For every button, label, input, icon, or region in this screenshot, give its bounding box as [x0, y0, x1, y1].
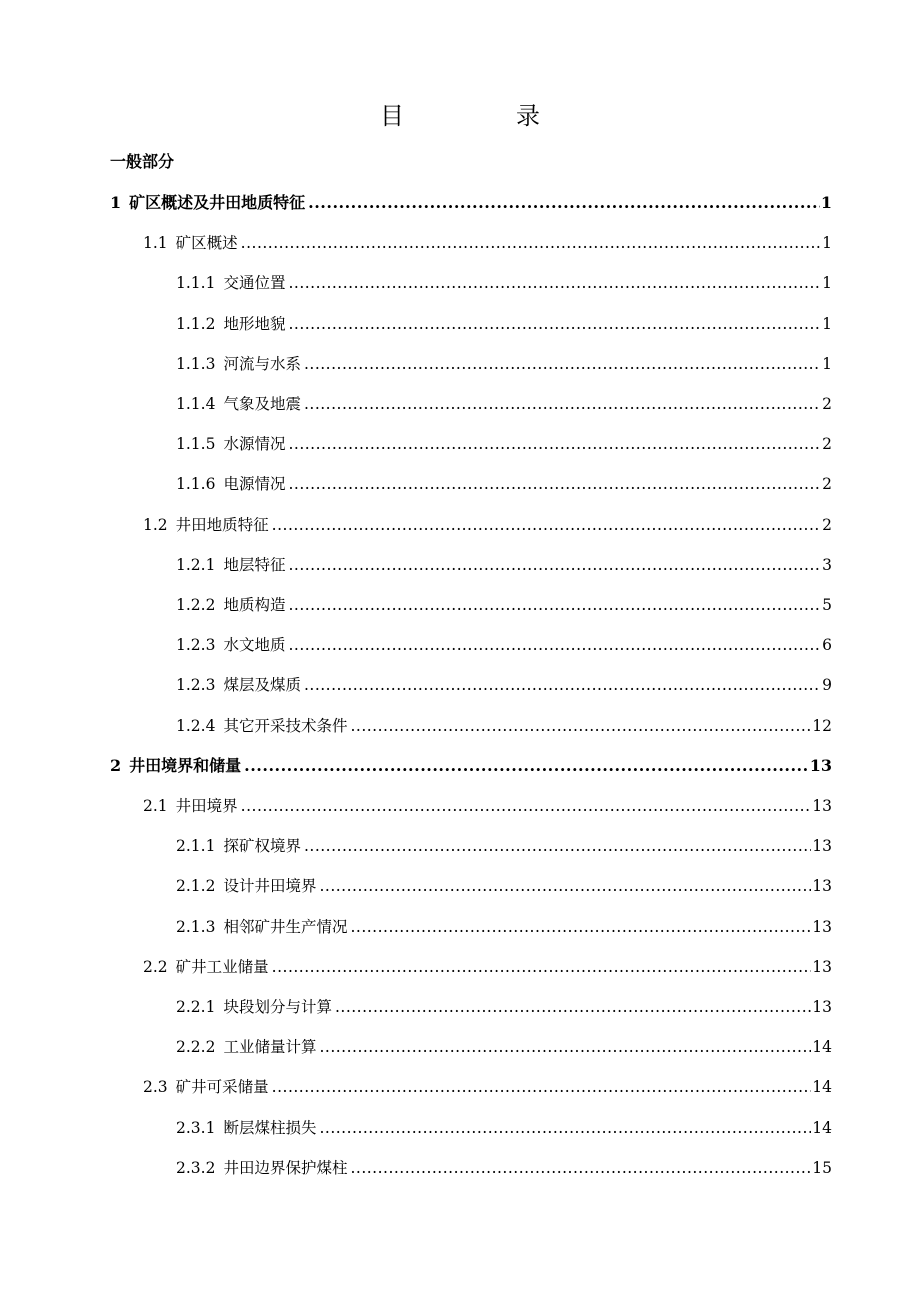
toc-entry-title: 井田境界	[175, 797, 238, 815]
toc-entry-title: 矿井可采储量	[175, 1078, 269, 1097]
toc-dot-leader	[350, 1154, 811, 1182]
toc-entry-number: 2.1.1	[176, 837, 216, 856]
toc-dot-leader	[288, 310, 821, 338]
toc-dot-leader	[241, 792, 812, 820]
toc-entry-number: 2.2	[143, 957, 168, 976]
toc-entry-number: 1.2.3	[176, 676, 216, 695]
toc-entry-page: 14	[812, 1038, 832, 1057]
toc-entry-number: 1.1.6	[176, 475, 216, 494]
toc-entry-number: 1.1.1	[176, 274, 216, 293]
toc-entry[interactable]	[176, 310, 832, 338]
toc-entry-title: 相邻矿井生产情况	[223, 917, 348, 936]
toc-entry-title: 地质构造	[223, 596, 286, 614]
toc-entry[interactable]	[110, 189, 832, 217]
toc-dot-leader	[288, 269, 821, 297]
toc-entry-title: 矿井工业储量	[175, 957, 269, 976]
toc-entry-page: 15	[812, 1158, 832, 1177]
toc-entry[interactable]	[176, 631, 832, 659]
toc-entry[interactable]	[176, 712, 832, 740]
toc-entry[interactable]	[176, 591, 832, 619]
toc-entry-number: 1.1.3	[176, 354, 216, 373]
toc-entry-title: 地层特征	[223, 555, 286, 574]
toc-dot-leader	[308, 189, 820, 217]
toc-entry-page: 13	[812, 797, 832, 815]
toc-dot-leader	[288, 430, 821, 458]
toc-dot-leader	[241, 229, 821, 257]
toc-entry-page: 13	[809, 755, 832, 775]
toc-entry-title: 水源情况	[223, 435, 286, 454]
toc-entry-number: 1.2.3	[176, 636, 216, 655]
toc-entry-page: 14	[812, 1118, 832, 1137]
toc-entry-title: 气象及地震	[223, 395, 301, 413]
toc-entry[interactable]	[176, 269, 832, 297]
toc-entry-page: 1	[822, 354, 832, 373]
toc-entry-page: 2	[822, 395, 832, 413]
toc-entry[interactable]	[176, 470, 832, 498]
toc-dot-leader	[272, 1073, 812, 1101]
toc-dot-leader	[288, 631, 821, 659]
toc-entry-number: 1	[110, 193, 122, 212]
toc-entry-page: 13	[812, 837, 832, 856]
toc-entry-page: 2	[822, 475, 832, 494]
toc-dot-leader	[288, 551, 821, 579]
toc-entry-page: 13	[812, 877, 832, 896]
toc-entry[interactable]	[176, 872, 832, 900]
toc-entry-title: 煤层及煤质	[223, 676, 301, 695]
toc-entry[interactable]	[143, 792, 832, 820]
toc-entry-page: 2	[822, 435, 832, 454]
toc-entry-number: 2.2.2	[176, 1038, 216, 1057]
toc-entry-page: 1	[820, 193, 832, 212]
toc-entry[interactable]	[176, 1154, 832, 1182]
toc-entry-page: 13	[812, 998, 832, 1016]
toc-entry-title: 块段划分与计算	[223, 998, 332, 1016]
toc-entry-number: 1.2.1	[176, 555, 216, 574]
toc-entry-number: 1.1.2	[176, 314, 216, 333]
toc-entry-page: 9	[822, 676, 832, 695]
toc-entry[interactable]	[110, 752, 832, 780]
toc-dot-leader	[304, 390, 821, 418]
toc-entry-page: 13	[812, 917, 832, 936]
toc-entry[interactable]	[176, 671, 832, 699]
toc-entry[interactable]	[176, 430, 832, 458]
toc-entry-number: 2.3.1	[176, 1118, 216, 1137]
toc-entry-title: 井田境界和储量	[129, 755, 242, 775]
toc-entry-title: 地形地貌	[223, 314, 286, 333]
toc-entry-page: 3	[822, 555, 832, 574]
toc-entry-page: 13	[812, 957, 832, 976]
toc-entry-number: 2.1	[143, 797, 168, 815]
toc-entry[interactable]	[176, 551, 832, 579]
toc-entry-title: 电源情况	[223, 475, 286, 494]
toc-dot-leader	[319, 1114, 811, 1142]
toc-dot-leader	[350, 913, 811, 941]
page-title: 目 录	[380, 102, 584, 130]
toc-entry-title: 探矿权境界	[223, 837, 301, 856]
toc-entry[interactable]	[176, 1114, 832, 1142]
toc-dot-leader	[272, 953, 812, 981]
toc-entry-number: 2.3.2	[176, 1158, 216, 1177]
toc-entry-number: 2.3	[143, 1078, 168, 1097]
toc-entry[interactable]	[143, 511, 832, 539]
toc-dot-leader	[244, 752, 809, 780]
toc-entry-title: 矿区概述及井田地质特征	[129, 193, 306, 212]
toc-entry-number: 1.1	[143, 234, 168, 253]
toc-dot-leader	[319, 1033, 811, 1061]
toc-entry-title: 河流与水系	[223, 354, 301, 373]
toc-entry-number: 1.2.2	[176, 596, 216, 614]
toc-dot-leader	[304, 671, 821, 699]
toc-entry[interactable]	[176, 832, 832, 860]
toc-entry[interactable]	[176, 390, 832, 418]
toc-entry-title: 水文地质	[223, 636, 286, 655]
toc-entry-page: 14	[812, 1078, 832, 1097]
toc-entry-page: 1	[822, 234, 832, 253]
toc-entry[interactable]	[176, 1033, 832, 1061]
toc-entry[interactable]	[176, 993, 832, 1021]
toc-entry-title: 其它开采技术条件	[223, 716, 348, 735]
toc-entry-title: 交通位置	[223, 274, 286, 293]
toc-entry-title: 设计井田境界	[223, 877, 317, 896]
toc-dot-leader	[304, 832, 811, 860]
toc-entry-number: 2.1.3	[176, 917, 216, 936]
toc-dot-leader	[304, 350, 821, 378]
toc-entry-page: 5	[822, 596, 832, 614]
toc-entry-page: 1	[822, 274, 832, 293]
toc-entry-number: 1.2.4	[176, 716, 216, 735]
toc-dot-leader	[350, 712, 811, 740]
toc-dot-leader	[288, 591, 821, 619]
toc-entry-page: 2	[822, 515, 832, 534]
toc-entry-page: 1	[822, 314, 832, 333]
toc-entry-number: 2	[110, 755, 122, 775]
toc-entry-page: 6	[822, 636, 832, 655]
toc-entry[interactable]	[143, 953, 832, 981]
toc-entry-page: 12	[812, 716, 832, 735]
toc-dot-leader	[272, 511, 821, 539]
toc-entry-number: 1.1.4	[176, 395, 216, 413]
toc-entry-number: 2.2.1	[176, 998, 216, 1016]
section-label: 一般部分	[110, 152, 175, 171]
toc-entry[interactable]	[143, 1073, 832, 1101]
toc-entry-title: 矿区概述	[175, 234, 238, 253]
toc-dot-leader	[319, 872, 811, 900]
toc-entry[interactable]	[143, 229, 832, 257]
toc-entry-title: 工业储量计算	[223, 1038, 317, 1057]
toc-entry-title: 井田地质特征	[175, 515, 269, 534]
toc-entry-title: 断层煤柱损失	[223, 1118, 317, 1137]
toc-entry-number: 1.1.5	[176, 435, 216, 454]
toc-dot-leader	[288, 470, 821, 498]
toc-entry[interactable]	[176, 350, 832, 378]
toc-entry-number: 2.1.2	[176, 877, 216, 896]
toc-entry-number: 1.2	[143, 515, 168, 534]
toc-entry-title: 井田边界保护煤柱	[223, 1158, 348, 1177]
toc-entry[interactable]	[176, 913, 832, 941]
toc-dot-leader	[335, 993, 811, 1021]
